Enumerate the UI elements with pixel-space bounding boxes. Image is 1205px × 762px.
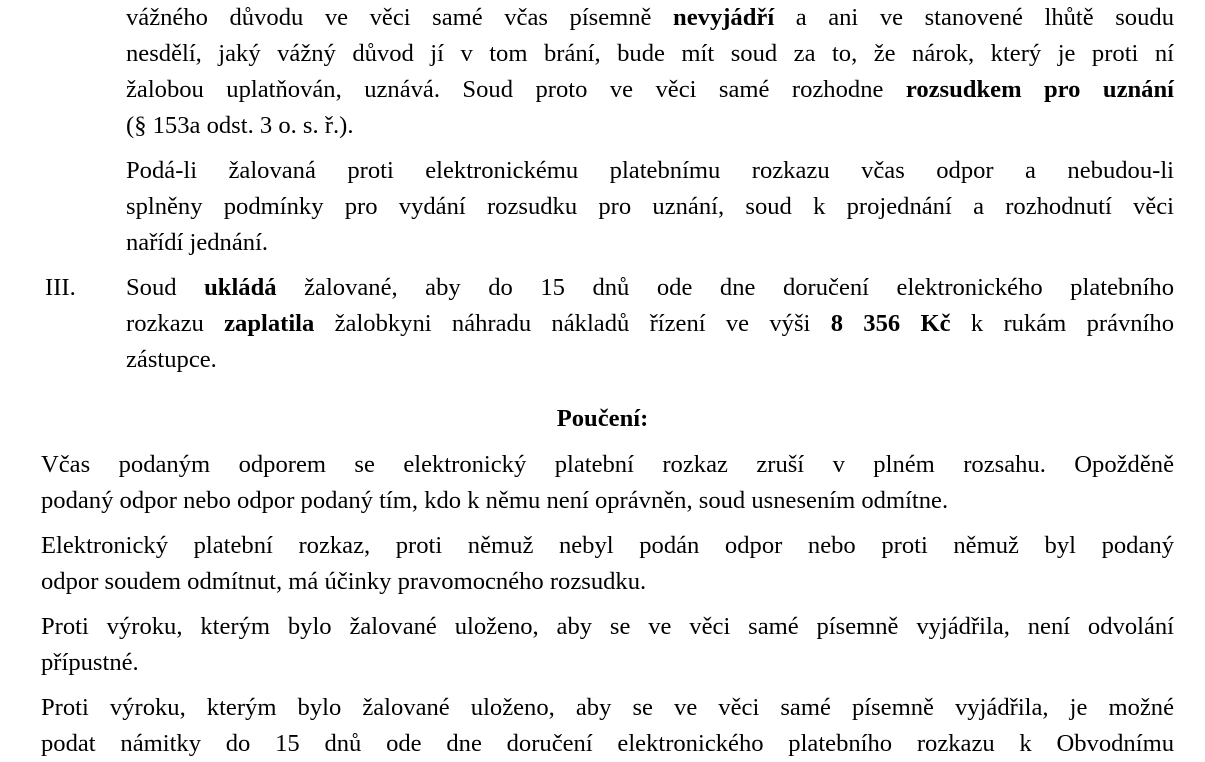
bold-text: 8 356 Kč [830,310,951,337]
text-run: rozkazu [126,310,225,337]
item-iii-text [126,270,1174,378]
text-run: vážného důvodu ve věci samé včas písemně [126,4,674,31]
text-run: žalobkyni náhradu nákladů řízení ve výši [314,310,831,337]
bold-text: zaplatila [224,310,315,337]
text-line: nesdělí, jaký vážný důvod jí v tom brání, bude mít soud za to, že nárok, který je proti ní [126,40,1174,67]
text-line: Včas podaným odporem se elektronický platební rozkaz zruší v plném rozsahu. Opožděně [41,451,1174,478]
text-line: přípustné. [41,649,139,676]
text-line [126,0,1174,36]
text-run: a ani ve stanovené lhůtě soudu [774,4,1174,31]
text-line: Podá-li žalovaná proti elektronickému platebnímu rozkazu včas odpor a nebudou-li [126,157,1174,184]
paragraph-pouceni-3 [41,609,1174,681]
section-heading: Poučení: [556,405,649,432]
bold-text: rozsudkem pro uznání [905,76,1174,103]
text-line: Proti výroku, kterým bylo žalované uloženo, aby se ve věci samé písemně vyjádřila, není odvolání [41,613,1174,640]
text-run: žalované, aby do 15 dnů ode dne doručení elektronického platebního [276,274,1175,301]
text-run: žalobou uplatňován, uznává. Soud proto ve věci samé rozhodne [126,76,906,103]
text-run: k rukám právního [950,310,1175,337]
text-line: splněny podmínky pro vydání rozsudku pro uznání, soud k projednání a rozhodnutí věci [126,193,1174,220]
paragraph-continuation [126,0,1174,144]
text-line: zástupce. [126,346,217,373]
text-line: podaný odpor nebo odpor podaný tím, kdo k němu není oprávněn, soud usnesením odmítne. [41,487,949,514]
paragraph-pouceni-1 [41,447,1174,519]
text-line [126,270,1174,306]
text-line: Proti výroku, kterým bylo žalované uloženo, aby se ve věci samé písemně vyjádřila, je možné [41,694,1174,721]
text-line: odpor soudem odmítnut, má účinky pravomocného rozsudku. [41,568,647,595]
paragraph-pouceni-2 [41,528,1174,600]
paragraph-pouceni-4 [41,690,1174,762]
text-line [126,72,1174,108]
text-line: nařídí jednání. [126,229,269,256]
text-line: (§ 153a odst. 3 o. s. ř.). [126,112,354,139]
text-line [126,306,1174,342]
paragraph-odpor [126,153,1174,261]
item-numeral: III. [45,274,76,301]
text-line: Elektronický platební rozkaz, proti němuž nebyl podán odpor nebo proti němuž byl podaný [41,532,1174,559]
bold-text: ukládá [204,274,277,301]
text-line: podat námitky do 15 dnů ode dne doručení elektronického platebního rozkazu k Obvodnímu [41,730,1174,757]
bold-text: nevyjádří [673,4,775,31]
text-run: Soud [126,274,205,301]
